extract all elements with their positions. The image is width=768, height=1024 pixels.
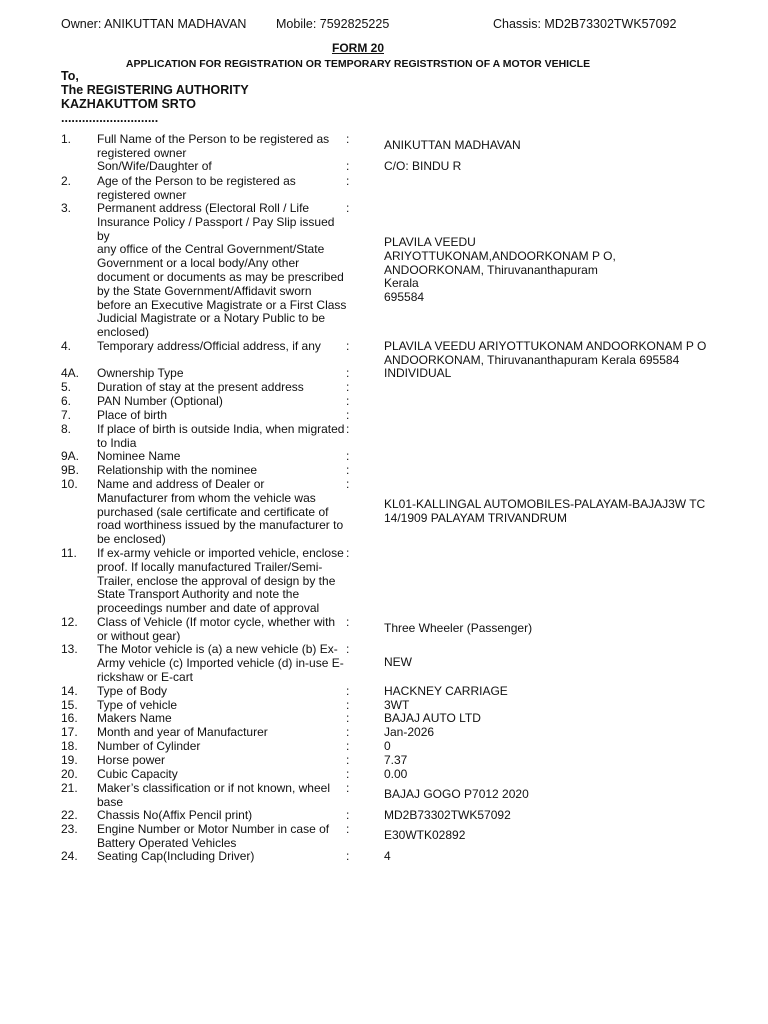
row-label-line: If ex-army vehicle or imported vehicle, enclose [97, 546, 344, 560]
row-label-line: Trailer, enclose the approval of design by the [97, 573, 336, 588]
row-value-line: 0 [384, 739, 391, 753]
row-colon: : [346, 380, 350, 394]
addressee-dots: ............................ [61, 111, 159, 125]
row-label-line: Army vehicle (c) Imported vehicle (d) in-use E- [97, 655, 344, 670]
row-colon: : [346, 449, 350, 463]
row-colon: : [346, 394, 350, 408]
row-value-line: C/O: BINDU R [384, 159, 462, 173]
row-label-line: Duration of stay at the present address [97, 380, 304, 394]
row-label [97, 809, 349, 823]
row-label-line: enclosed) [97, 325, 150, 340]
row-label-line: Son/Wife/Daughter of [97, 159, 212, 173]
row-value [384, 829, 724, 843]
row-value [384, 340, 724, 368]
row-number: 13. [61, 642, 78, 656]
row-colon: : [346, 463, 350, 477]
row-number: 20. [61, 767, 78, 781]
row-colon: : [346, 822, 350, 836]
row-value [384, 656, 724, 670]
row-number: 16. [61, 711, 78, 725]
row-label [97, 685, 349, 699]
row-label-line: rickshaw or E-cart [97, 669, 194, 684]
row-label-line: Seating Cap(Including Driver) [97, 849, 255, 863]
row-label [97, 726, 349, 740]
row-value-line: PLAVILA VEEDU ARIYOTTUKONAM ANDOORKONAM P O [384, 339, 707, 353]
row-label [97, 340, 349, 354]
row-colon: : [346, 849, 350, 863]
row-value-line: 3WT [384, 698, 410, 712]
row-value [384, 367, 724, 381]
row-value [384, 622, 724, 636]
row-label [97, 740, 349, 754]
row-number: 4. [61, 339, 72, 353]
row-value-line: 14/1909 PALAYAM TRIVANDRUM [384, 510, 567, 525]
row-colon: : [346, 366, 350, 380]
row-value-line: KL01-KALLINGAL AUTOMOBILES-PALAYAM-BAJAJ3W TC [384, 497, 706, 511]
row-value-line: Kerala [384, 276, 419, 291]
form-title: APPLICATION FOR REGISTRATION OR TEMPORARY REGISTRSTION OF A MOTOR VEHICLE [125, 58, 591, 70]
addressee-block [61, 69, 249, 125]
row-label-line: registered owner [97, 187, 187, 202]
row-label-line: If place of birth is outside India, when migrated [97, 422, 345, 436]
row-label [97, 133, 349, 161]
row-number: 19. [61, 753, 78, 767]
row-value-line: NEW [384, 655, 412, 669]
row-label [97, 547, 349, 616]
row-label-line: The Motor vehicle is (a) a new vehicle (b) Ex- [97, 642, 338, 656]
row-number: 5. [61, 380, 72, 394]
row-label [97, 175, 349, 203]
row-label-line: proof. If locally manufactured Trailer/Semi- [97, 559, 323, 574]
row-colon: : [346, 739, 350, 753]
row-label-line: Ownership Type [97, 366, 184, 380]
row-label-line: proceedings number and date of approval [97, 601, 320, 616]
row-label-line: Type of Body [97, 684, 168, 698]
mobile-header: Mobile: 7592825225 [276, 17, 390, 31]
row-colon: : [346, 642, 350, 656]
row-label [97, 202, 349, 340]
row-label-line: Makers Name [97, 711, 172, 725]
row-label [97, 450, 349, 464]
row-label-line: Engine Number or Motor Number in case of [97, 822, 330, 836]
row-label [97, 616, 349, 644]
row-value-line: 0.00 [384, 767, 408, 781]
row-value [384, 685, 724, 699]
row-value-line: 695584 [384, 290, 425, 305]
row-number: 11. [61, 546, 77, 560]
row-value-line: ANDOORKONAM, Thiruvananthapuram [384, 262, 598, 277]
row-label-line: Full Name of the Person to be registered as [97, 132, 330, 146]
row-value-line: HACKNEY CARRIAGE [384, 684, 508, 698]
row-number: 9B. [61, 463, 80, 477]
row-label [97, 754, 349, 768]
row-label-line: Nominee Name [97, 449, 181, 463]
row-label-line: Battery Operated Vehicles [97, 835, 237, 850]
row-colon: : [346, 615, 350, 629]
row-value-line: Jan-2026 [384, 725, 435, 739]
row-colon: : [346, 753, 350, 767]
row-value-line: INDIVIDUAL [384, 366, 452, 380]
row-colon: : [346, 201, 350, 215]
row-label-line: by [97, 228, 110, 243]
row-label [97, 850, 349, 864]
row-value [384, 726, 724, 740]
row-colon: : [346, 339, 350, 353]
row-value-line: E30WTK02892 [384, 828, 466, 842]
row-value [384, 160, 724, 174]
row-label [97, 782, 349, 810]
row-value-line: ANIKUTTAN MADHAVAN [384, 138, 521, 152]
row-label-line: Temporary address/Official address, if any [97, 339, 321, 353]
row-label-line: to India [97, 435, 137, 450]
row-number: 21. [61, 781, 78, 795]
row-label-line: Manufacturer from whom the vehicle was [97, 490, 316, 505]
row-colon: : [346, 174, 350, 188]
row-number: 18. [61, 739, 78, 753]
row-value-line: 7.37 [384, 753, 408, 767]
row-label-line: Permanent address (Electoral Roll / Life [97, 201, 310, 215]
row-colon: : [346, 422, 350, 436]
row-number: 7. [61, 408, 72, 422]
row-label [97, 712, 349, 726]
row-colon: : [346, 546, 350, 560]
row-number: 10. [61, 477, 78, 491]
row-label-line: Age of the Person to be registered as [97, 174, 296, 188]
owner-header: Owner: ANIKUTTAN MADHAVAN [61, 17, 247, 31]
row-label-line: Type of vehicle [97, 698, 178, 712]
row-number: 12. [61, 615, 78, 629]
row-label-line: Chassis No(Affix Pencil print) [97, 808, 253, 822]
row-value [384, 139, 724, 153]
form-number: FORM 20 [331, 41, 384, 55]
row-label-line: by the State Government/Affidavit sworn [97, 283, 312, 298]
row-label-line: document or documents as may be prescribed [97, 269, 344, 284]
row-value-line: BAJAJ GOGO P7012 2020 [384, 787, 529, 801]
row-number: 9A. [61, 449, 80, 463]
row-colon: : [346, 767, 350, 781]
addressee-office: KAZHAKUTTOM SRTO [61, 97, 196, 111]
row-label-line: road worthiness issued by the manufacturer to [97, 518, 344, 533]
row-value [384, 788, 724, 802]
row-label-line: any office of the Central Government/State [97, 242, 325, 257]
row-value-line: Three Wheeler (Passenger) [384, 621, 533, 635]
row-colon: : [346, 808, 350, 822]
row-colon: : [346, 684, 350, 698]
row-number: 2. [61, 174, 72, 188]
row-label-line: base [97, 794, 124, 809]
row-label-line: Horse power [97, 753, 166, 767]
row-colon: : [346, 781, 350, 795]
row-label-line: Number of Cylinder [97, 739, 201, 753]
row-value [384, 712, 724, 726]
row-label-line: State Transport Authority and note the [97, 587, 300, 602]
row-value-line: ANDOORKONAM, Thiruvananthapuram Kerala 695584 [384, 352, 680, 367]
row-value [384, 236, 724, 305]
row-label [97, 823, 349, 851]
row-value-line: BAJAJ AUTO LTD [384, 711, 481, 725]
row-label-line: PAN Number (Optional) [97, 394, 223, 408]
row-label-line: Place of birth [97, 408, 168, 422]
row-colon: : [346, 159, 350, 173]
row-value-line: PLAVILA VEEDU [384, 235, 476, 249]
row-label [97, 464, 349, 478]
row-label-line: before an Executive Magistrate or a First Class [97, 297, 347, 312]
row-label-line: Relationship with the nominee [97, 463, 258, 477]
row-colon: : [346, 408, 350, 422]
row-label-line: purchased (sale certificate and certificate of [97, 504, 329, 519]
row-number: 4A. [61, 366, 80, 380]
row-number: 8. [61, 422, 72, 436]
row-value-line: 4 [384, 849, 391, 863]
row-number: 24. [61, 849, 78, 863]
row-number: 3. [61, 201, 72, 215]
row-colon: : [346, 725, 350, 739]
row-value-line: ARIYOTTUKONAM,ANDOORKONAM P O, [384, 248, 616, 263]
row-value [384, 754, 724, 768]
row-value [384, 740, 724, 754]
row-label [97, 643, 349, 684]
row-colon: : [346, 711, 350, 725]
row-label-line: Government or a local body/Any other [97, 256, 300, 271]
row-label [97, 478, 349, 547]
row-label-line: registered owner [97, 145, 187, 160]
row-label [97, 381, 349, 395]
row-number: 17. [61, 725, 78, 739]
row-label-line: Cubic Capacity [97, 767, 178, 781]
addressee-authority: The REGISTERING AUTHORITY [61, 83, 249, 97]
row-label [97, 395, 349, 409]
row-label-line: Month and year of Manufacturer [97, 725, 268, 739]
row-value [384, 809, 724, 823]
row-label [97, 367, 349, 381]
row-number: 6. [61, 394, 72, 408]
addressee-to: To, [61, 69, 79, 83]
row-label [97, 160, 349, 174]
row-colon: : [346, 698, 350, 712]
row-colon: : [346, 132, 350, 146]
row-label-line: Maker’s classification or if not known, wheel [97, 781, 330, 795]
row-number: 1. [61, 132, 72, 146]
row-number: 22. [61, 808, 78, 822]
row-label [97, 423, 349, 451]
row-label-line: Class of Vehicle (If motor cycle, whether with [97, 615, 336, 629]
chassis-header: Chassis: MD2B73302TWK57092 [493, 17, 677, 31]
row-label-line: Name and address of Dealer or [97, 477, 265, 491]
row-label-line: or without gear) [97, 628, 181, 643]
row-value [384, 498, 724, 526]
row-number: 15. [61, 698, 78, 712]
row-label-line: Judicial Magistrate or a Notary Public to be [97, 311, 326, 326]
row-number: 14. [61, 684, 78, 698]
row-label [97, 409, 349, 423]
row-label-line: be enclosed) [97, 532, 166, 547]
row-label-line: Insurance Policy / Passport / Pay Slip issued [97, 214, 335, 229]
row-value-line: MD2B73302TWK57092 [384, 808, 511, 822]
row-label [97, 768, 349, 782]
row-value [384, 850, 724, 864]
row-number: 23. [61, 822, 78, 836]
row-colon: : [346, 477, 350, 491]
row-value [384, 768, 724, 782]
